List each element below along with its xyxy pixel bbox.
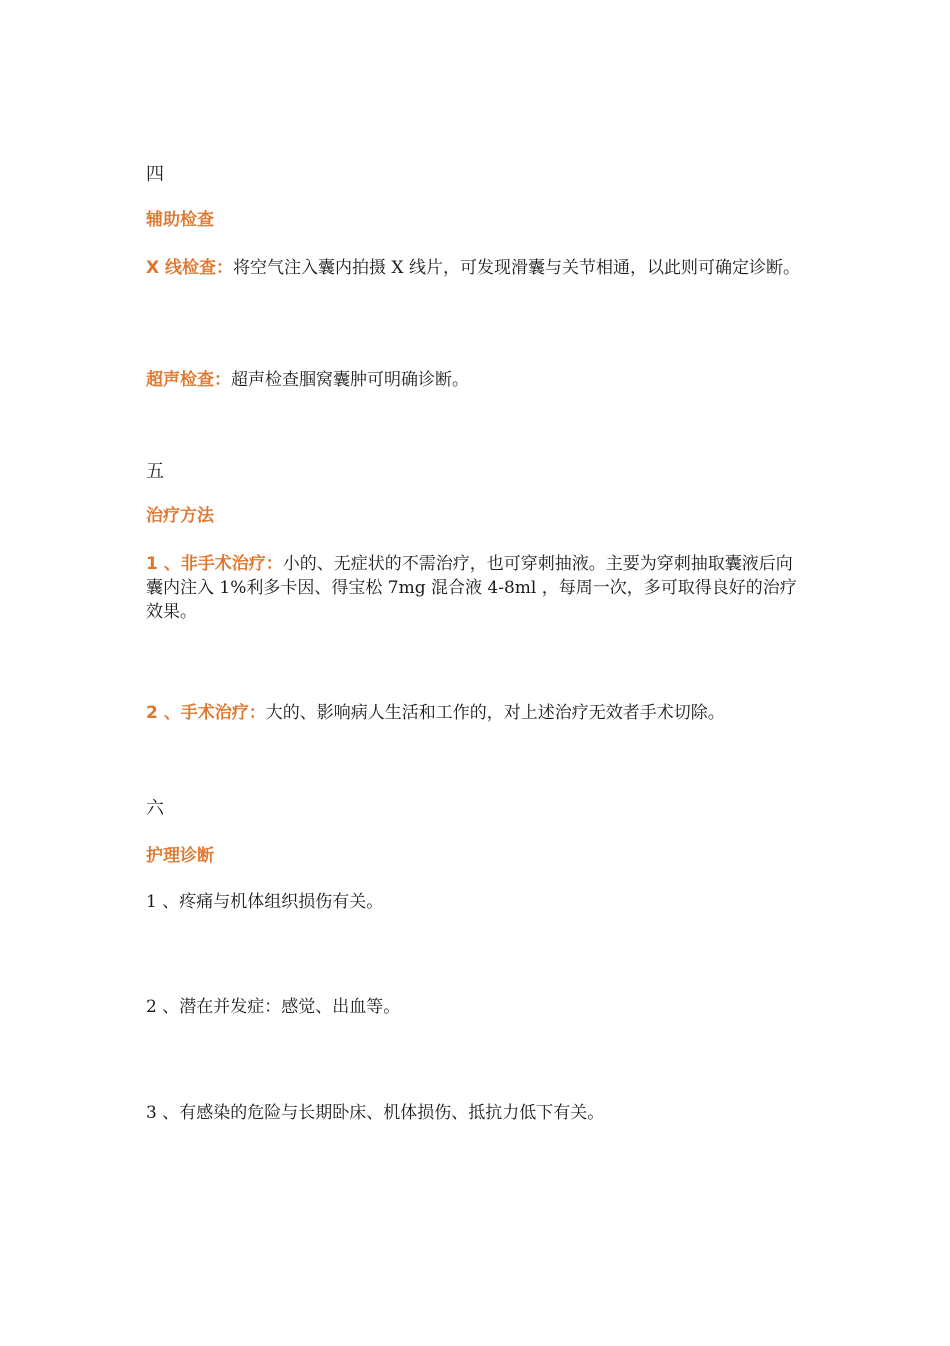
section-number-5: 五 [146,461,164,482]
paragraph-lead: 2 、手术治疗： [146,703,266,723]
section-heading-treatment: 治疗方法 [146,506,214,526]
nursing-diagnosis-item: 1 、疼痛与机体组织损伤有关。 [146,892,384,912]
nursing-diagnosis-item: 2 、潜在并发症：感觉、出血等。 [146,997,401,1017]
paragraph-xray-exam [146,256,808,280]
section-number-6: 六 [146,798,164,819]
paragraph-ultrasound-exam [146,368,808,392]
paragraph-text: 大的、影响病人生活和工作的，对上述治疗无效者手术切除。 [265,703,725,723]
paragraph-text: 超声检查腘窝囊肿可明确诊断。 [231,370,469,390]
paragraph-text: 小的、无症状的不需治疗，也可穿刺抽液。主要为穿刺抽取囊液后向囊内注入 1%利多卡因、得宝松 7mg 混合液 4-8ml ，每周一次，多可取得良好的治疗效果。 [146,554,797,622]
paragraph-lead: X 线检查： [146,258,234,278]
section-heading-nursing-diagnosis: 护理诊断 [146,846,214,866]
nursing-diagnosis-item: 3 、有感染的危险与长期卧床、机体损伤、抵抗力低下有关。 [146,1103,605,1123]
paragraph-nonsurgical-treatment [146,552,808,624]
paragraph-text: 将空气注入囊内拍摄 X 线片，可发现滑囊与关节相通，以此则可确定诊断。 [233,258,800,278]
paragraph-lead: 超声检查： [146,370,231,390]
section-number-4: 四 [146,164,164,185]
section-heading-auxiliary-exam: 辅助检查 [146,210,214,230]
paragraph-surgical-treatment [146,701,808,725]
paragraph-lead: 1 、非手术治疗： [146,554,283,574]
